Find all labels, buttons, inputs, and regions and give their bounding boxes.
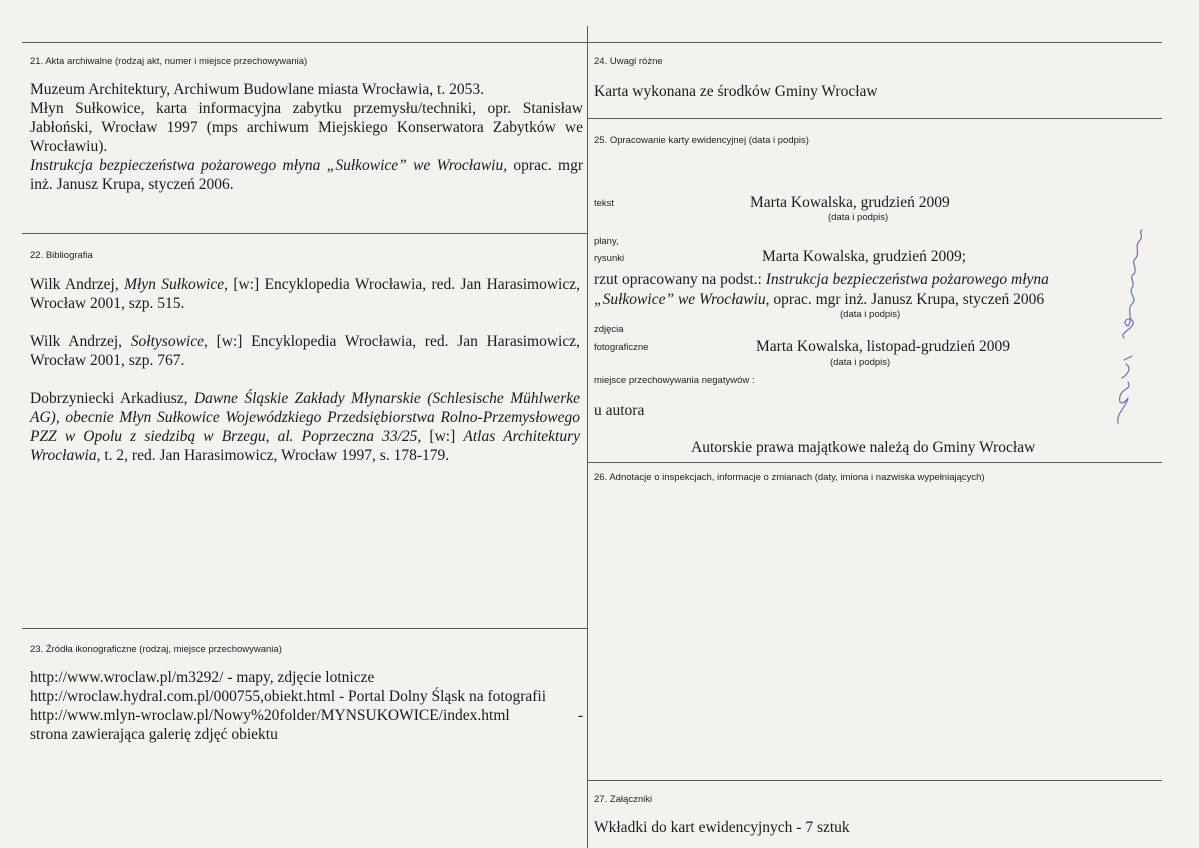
zdjecia-date-signature: (data i podpis) (830, 357, 891, 368)
fotograficzne-label: fotograficzne (594, 342, 649, 353)
section-22-body (30, 275, 580, 465)
bib-3-atlas: Atlas Architektury Wrocławia (30, 428, 580, 464)
archive-entry-1: Muzeum Architektury, Archiwum Budowlane miasta Wrocławia, t. 2053. (30, 81, 484, 98)
rysunki-value: Marta Kowalska, grudzień 2009; (762, 248, 967, 265)
bib-3-author: Dobrzyniecki Arkadiusz, (30, 390, 194, 407)
bib-1-title: Młyn Sułkowice (124, 276, 225, 293)
bib-1-author: Wilk Andrzej, (30, 276, 125, 293)
divider-25-26 (587, 462, 1162, 463)
section-23-label: 23. Źródła ikonograficzne (rodzaj, miejsce przechowywania) (30, 644, 282, 655)
archive-entry-2: Młyn Sułkowice, karta informacyjna zabytku przemysłu/techniki, opr. Stanisław Jabłoński, Wrocław 1997 (mps archiwum Miejskiego Konserwatora Zabytków we Wrocławiu). (30, 100, 583, 155)
rzut-prefix: rzut opracowany na podst.: (594, 271, 766, 288)
rzut-rest: , oprac. mgr inż. Janusz Krupa, styczeń 2006 (765, 291, 1045, 308)
negatywy-value: u autora (594, 402, 645, 419)
section-26-label: 26. Adnotacje o inspekcjach, informacje o zmianach (daty, imiona i nazwiska wypełniających) (594, 472, 985, 483)
bib-1-rest: , [w:] Encyklopedia Wrocławia, red. Jan Harasimowicz, Wrocław 2001, szp. 515. (30, 276, 580, 312)
plany-label: plany, (594, 236, 619, 247)
divider-26-27 (587, 780, 1162, 781)
section-24-text: Karta wykonana ze środków Gminy Wrocław (594, 83, 878, 100)
section-23 (30, 644, 583, 655)
top-border (22, 42, 1162, 43)
section-24 (594, 56, 1154, 67)
section-21-label: 21. Akta archiwalne (rodzaj akt, numer i miejsce przechowywania) (30, 56, 308, 67)
archive-entry-3-rest: oprac. mgr inż. Janusz Krupa, styczeń 2006. (30, 157, 583, 193)
section-23-body (30, 668, 588, 744)
bib-3-rest: , t. 2, red. Jan Harasimowicz, Wrocław 1997, s. 178-179. (96, 447, 450, 464)
rysunki-label: rysunki (594, 253, 625, 264)
archive-entry-3-title: Instrukcja bezpieczeństwa pożarowego młyna „Sułkowice” we Wrocławiu, (30, 157, 508, 174)
rzut-title-2: „Sułkowice” we Wrocławiu (594, 291, 766, 308)
bibliography-entry-3 (30, 389, 580, 465)
section-25-label: 25. Opracowanie karty ewidencyjnej (data i podpis) (594, 135, 809, 146)
archive-entry-3 (30, 156, 583, 194)
tekst-value: Marta Kowalska, grudzień 2009 (750, 194, 950, 211)
signature-strokes (1118, 230, 1142, 423)
zdjecia-value: Marta Kowalska, listopad-grudzień 2009 (756, 338, 1010, 355)
bib-3-in: , [w:] (417, 428, 464, 445)
copyright-note: Autorskie prawa majątkowe należą do Gminy Wrocław (691, 439, 1036, 456)
tekst-label: tekst (594, 198, 615, 209)
section-21-body (30, 80, 583, 194)
rzut-line-1 (594, 270, 1049, 289)
negatywy-label: miejsce przechowywania negatywów : (594, 375, 755, 386)
divider-24-25 (587, 118, 1162, 119)
section-27-label: 27. Załączniki (594, 794, 653, 805)
section-21 (30, 56, 583, 67)
icon-source-3-url: http://www.mlyn-wroclaw.pl/Nowy%20folder/MYNSUKOWICE/index.html (30, 707, 510, 724)
bib-2-title: Sołtysowice (130, 333, 204, 350)
icon-source-3-dash: - (578, 707, 584, 724)
bibliography-entry-2 (30, 332, 580, 370)
zdjecia-label: zdjęcia (594, 324, 624, 335)
divider-21-22 (22, 233, 587, 234)
section-22 (30, 250, 583, 261)
signature-stroke-2 (1123, 230, 1142, 338)
icon-source-1: http://www.wroclaw.pl/m3292/ - mapy, zdjęcie lotnicze (30, 669, 375, 686)
rzut-title: Instrukcja bezpieczeństwa pożarowego młyna (765, 271, 1049, 288)
bib-3-title: Dawne Śląskie Zakłady Młynarskie (Schlesische Mühlwerke AG), obecnie Młyn Sułkowice Wojewódzkiego Przedsiębiorstwa Rolno-Przemysłowego PZZ w Opolu z siedzibą w Brzegu, al. Poprzeczna 33/25 (30, 390, 580, 445)
icon-source-2: http://wroclaw.hydral.com.pl/000755,obiekt.html - Portal Dolny Śląsk na fotografii (30, 688, 547, 705)
section-24-label: 24. Uwagi różne (594, 56, 663, 67)
plany-date-signature: (data i podpis) (840, 309, 901, 320)
signature-stroke-1 (1118, 356, 1132, 423)
bibliography-entry-1 (30, 275, 580, 313)
divider-22-23 (22, 628, 587, 629)
tekst-date-signature: (data i podpis) (828, 212, 889, 223)
icon-source-4: strona zawierająca galerię zdjęć obiektu (30, 726, 278, 743)
section-27-text: Wkładki do kart ewidencyjnych - 7 sztuk (594, 819, 850, 836)
handwritten-signature (1098, 228, 1158, 428)
bib-2-rest: , [w:] Encyklopedia Wrocławia, red. Jan Harasimowicz, Wrocław 2001, szp. 767. (30, 333, 581, 369)
section-22-label: 22. Bibliografia (30, 250, 93, 261)
rzut-line-2 (594, 290, 1044, 309)
bib-2-author: Wilk Andrzej, (30, 333, 131, 350)
icon-source-3 (30, 706, 588, 725)
